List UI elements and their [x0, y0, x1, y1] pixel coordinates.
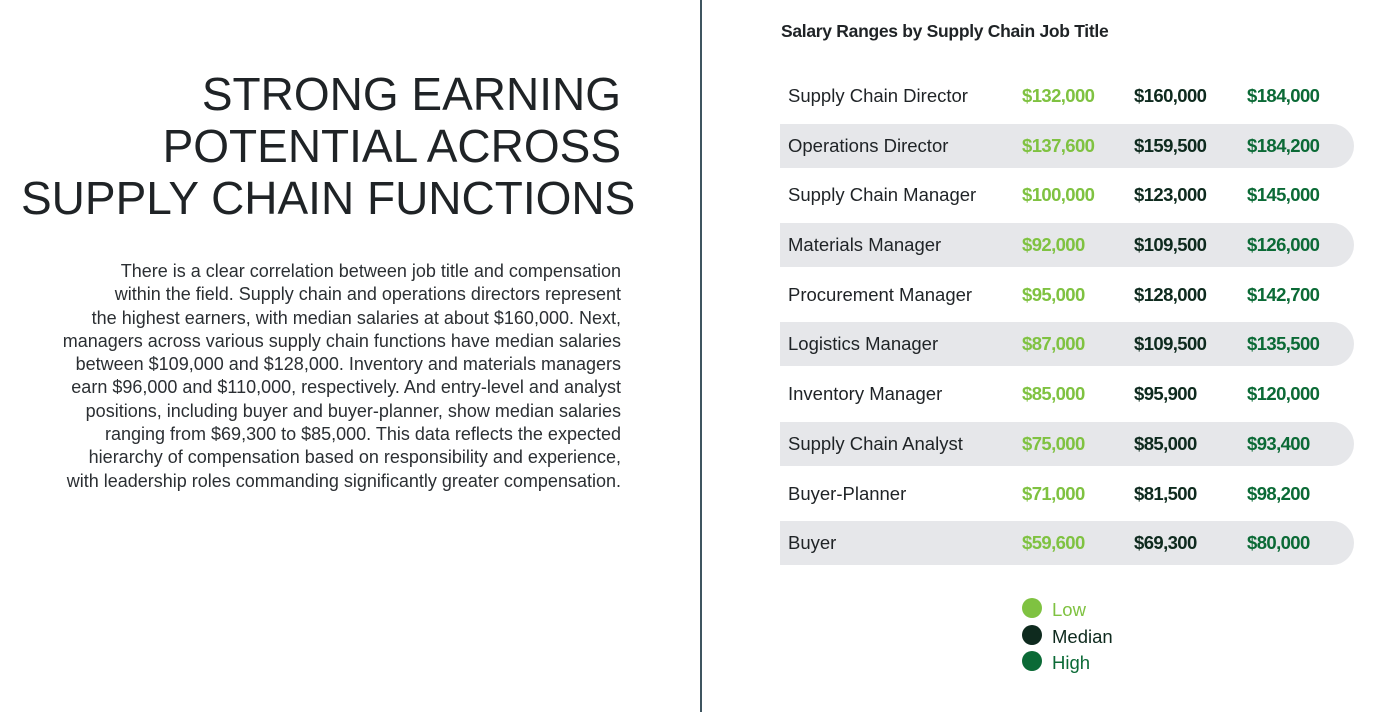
job-title-cell: Procurement Manager [788, 283, 973, 305]
body-line: earn $96,000 and $110,000, respectively. And entry-level and analyst [71, 377, 621, 398]
low-salary-cell: $87,000 [1022, 333, 1085, 355]
job-title-cell: Supply Chain Analyst [788, 432, 963, 454]
job-title-cell: Operations Director [788, 134, 949, 156]
median-salary-cell: $85,000 [1134, 432, 1197, 454]
high-salary-cell: $184,200 [1247, 134, 1320, 156]
table-row [780, 74, 1354, 118]
table-row [780, 173, 1354, 217]
median-salary-cell: $159,500 [1134, 134, 1207, 156]
low-salary-cell: $85,000 [1022, 383, 1085, 405]
body-line: between $109,000 and $128,000. Inventory and materials managers [75, 354, 621, 375]
low-salary-cell: $92,000 [1022, 234, 1085, 256]
body-line: ranging from $69,300 to $85,000. This data reflects the expected [104, 424, 621, 445]
body-line: hierarchy of compensation based on responsibility and experience, [88, 447, 621, 468]
high-salary-cell: $184,000 [1247, 85, 1320, 106]
headline [21, 68, 636, 224]
job-title-cell: Supply Chain Director [788, 85, 968, 106]
job-title-cell: Materials Manager [788, 234, 942, 256]
table-row [780, 273, 1354, 317]
low-salary-cell: $59,600 [1022, 532, 1085, 554]
high-salary-cell: $135,500 [1247, 333, 1320, 355]
body-line: the highest earners, with median salaries at about $160,000. Next, [91, 307, 621, 328]
job-title-cell: Inventory Manager [788, 383, 943, 405]
median-salary-cell: $109,500 [1134, 234, 1207, 256]
table-row [780, 124, 1354, 168]
low-salary-cell: $71,000 [1022, 482, 1085, 504]
high-salary-cell: $98,200 [1247, 482, 1310, 504]
table-row [780, 521, 1354, 565]
high-salary-cell: $145,000 [1247, 184, 1320, 206]
body-paragraph [61, 260, 621, 493]
legend [1022, 596, 1113, 676]
median-salary-cell: $160,000 [1134, 85, 1207, 106]
table-row [780, 372, 1354, 416]
low-salary-cell: $95,000 [1022, 283, 1085, 305]
table-row [780, 472, 1354, 516]
salary-table [780, 74, 1354, 571]
table-row [780, 422, 1354, 466]
low-salary-cell: $132,000 [1022, 85, 1095, 106]
body-line: within the field. Supply chain and operations directors represent [114, 284, 621, 305]
median-salary-cell: $95,900 [1134, 383, 1197, 405]
body-line: managers across various supply chain functions have median salaries [62, 330, 621, 351]
headline-line: SUPPLY CHAIN FUNCTIONS [21, 172, 636, 224]
job-title-cell: Buyer-Planner [788, 482, 907, 504]
low-dot-icon [1022, 598, 1042, 618]
high-salary-cell: $80,000 [1247, 532, 1310, 554]
table-row [780, 322, 1354, 366]
median-salary-cell: $123,000 [1134, 184, 1207, 206]
high-salary-cell: $93,400 [1247, 432, 1310, 454]
job-title-cell: Buyer [788, 532, 837, 554]
median-salary-cell: $81,500 [1134, 482, 1197, 504]
legend-label: Median [1052, 625, 1113, 647]
low-salary-cell: $75,000 [1022, 432, 1085, 454]
legend-label: High [1052, 651, 1091, 673]
body-line: with leadership roles commanding significantly greater compensation. [66, 470, 621, 491]
body-line: positions, including buyer and buyer-planner, show median salaries [85, 400, 621, 421]
median-salary-cell: $69,300 [1134, 532, 1197, 554]
table-row [780, 223, 1354, 267]
table-title: Salary Ranges by Supply Chain Job Title [781, 21, 1109, 41]
headline-line: STRONG EARNING [201, 68, 621, 120]
body-line: There is a clear correlation between job title and compensation [120, 261, 621, 281]
salary-panel [702, 0, 1400, 712]
legend-item-median [1022, 623, 1113, 650]
median-salary-cell: $128,000 [1134, 283, 1207, 305]
median-dot-icon [1022, 625, 1042, 645]
headline-line: POTENTIAL ACROSS [162, 120, 621, 172]
legend-item-high [1022, 649, 1113, 676]
low-salary-cell: $137,600 [1022, 134, 1095, 156]
high-salary-cell: $142,700 [1247, 283, 1320, 305]
legend-item-low [1022, 596, 1113, 623]
high-dot-icon [1022, 651, 1042, 671]
job-title-cell: Logistics Manager [788, 333, 939, 355]
legend-label: Low [1052, 598, 1086, 620]
high-salary-cell: $126,000 [1247, 234, 1320, 256]
median-salary-cell: $109,500 [1134, 333, 1207, 355]
job-title-cell: Supply Chain Manager [788, 184, 977, 206]
high-salary-cell: $120,000 [1247, 383, 1320, 405]
low-salary-cell: $100,000 [1022, 184, 1095, 206]
